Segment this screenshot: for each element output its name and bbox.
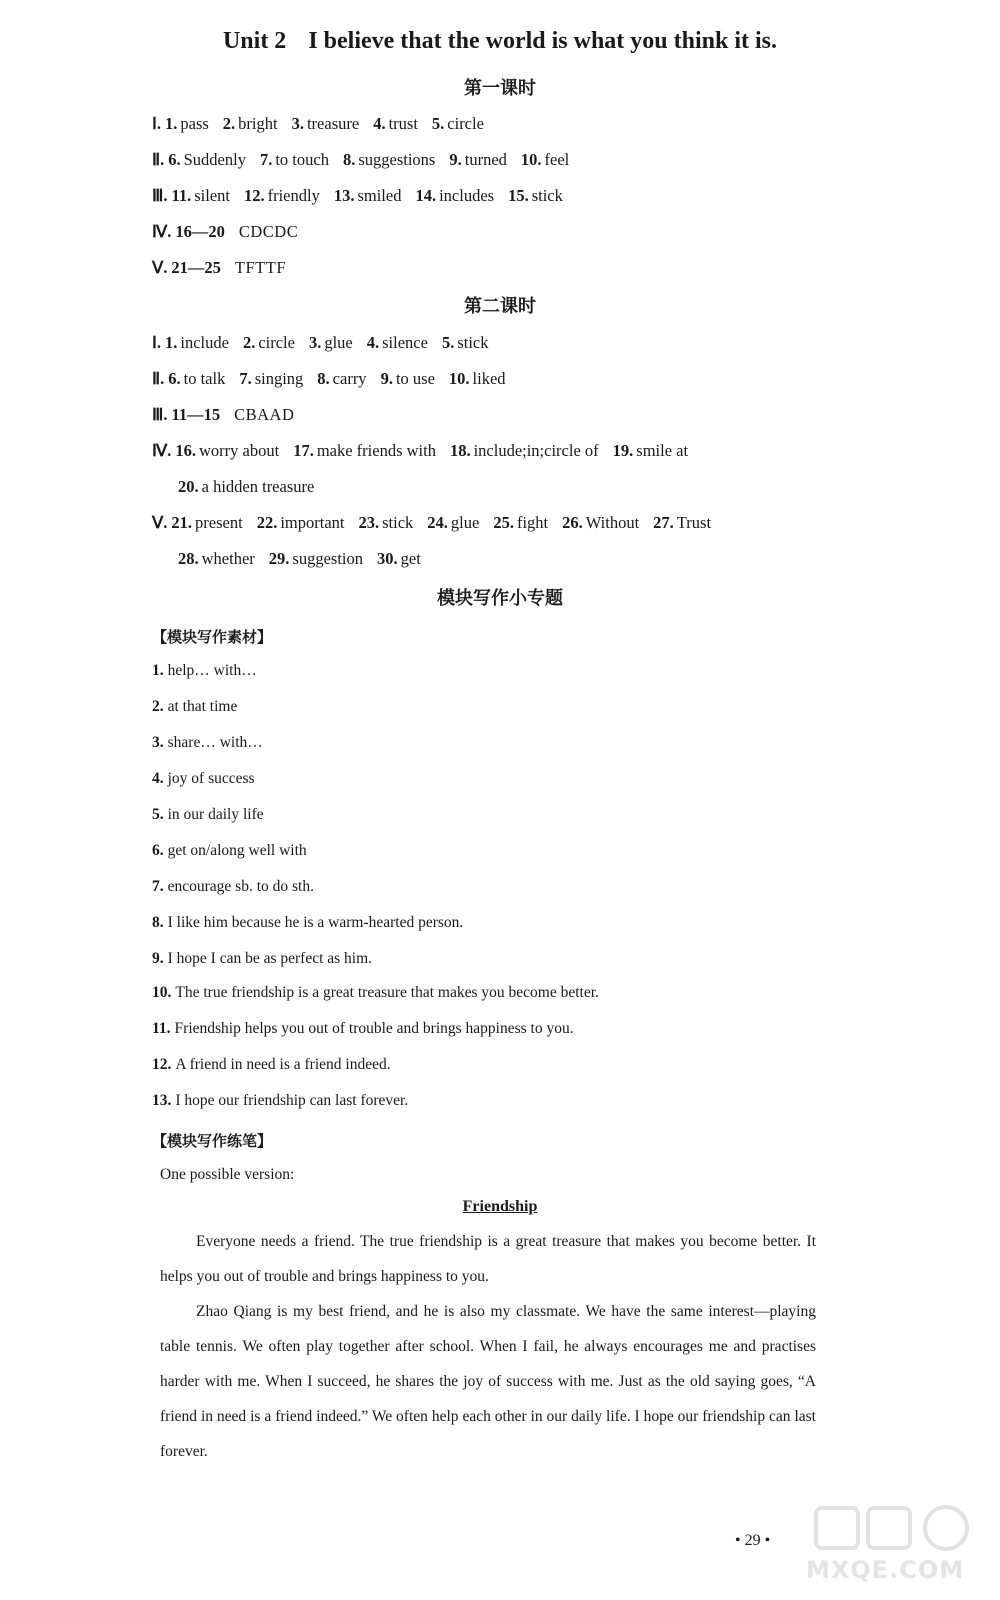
version-label: One possible version:: [160, 1166, 295, 1183]
answer-text: circle: [447, 114, 484, 133]
answer-item: [381, 369, 435, 388]
answer-item: [165, 114, 209, 133]
answer-text: stick: [531, 186, 563, 205]
question-number: 4.: [366, 333, 380, 352]
material-number: 5.: [152, 806, 164, 823]
question-number: 23.: [358, 513, 380, 532]
question-number: 28.: [178, 549, 199, 568]
question-number: 2.: [242, 333, 256, 352]
answer-text: Without: [585, 513, 640, 532]
answer-item: [239, 369, 303, 388]
section-numeral: Ⅳ.: [152, 441, 172, 460]
material-text: at that time: [167, 698, 238, 715]
answer-row: [152, 222, 298, 242]
answer-row: [178, 477, 328, 497]
answer-item: [165, 333, 229, 352]
question-number: 18.: [449, 441, 471, 460]
answer-item: [292, 114, 360, 133]
question-number: 9.: [380, 369, 393, 388]
answer-row: [152, 186, 577, 206]
answer-text: silent: [194, 186, 230, 205]
question-number: 15.: [508, 186, 529, 205]
material-text: I hope our friendship can last forever.: [175, 1092, 409, 1109]
answer-text: circle: [258, 333, 295, 352]
answer-letters: TFTTF: [234, 258, 287, 277]
writing-heading: 模块写作小专题: [437, 588, 563, 609]
material-number: 7.: [152, 878, 164, 895]
material-item: [152, 950, 372, 968]
material-item: [152, 770, 255, 788]
page-number: • 29 •: [735, 1532, 771, 1549]
lesson1-heading: 第一课时: [464, 78, 536, 99]
question-number: 10.: [448, 369, 470, 388]
section-numeral: Ⅴ.: [152, 258, 168, 277]
question-number: 7.: [239, 369, 252, 388]
answer-item: [168, 150, 246, 169]
material-number: 9.: [152, 950, 164, 967]
answer-item: [309, 333, 353, 352]
answer-text: trust: [388, 114, 418, 133]
answer-item: [317, 369, 366, 388]
material-text: in our daily life: [167, 806, 264, 823]
answer-text: pass: [180, 114, 209, 133]
answer-row: [152, 114, 498, 134]
watermark-text: MXQE.COM: [806, 1556, 965, 1584]
essay-paragraph-1: Everyone needs a friend. The true friendship is a great treasure that makes you become better. It helps you out of trouble and brings happiness to you.: [160, 1233, 816, 1285]
material-item: [152, 878, 314, 896]
question-number: 5.: [431, 114, 445, 133]
material-number: 3.: [152, 734, 164, 751]
answer-text: make friends with: [316, 441, 436, 460]
material-number: 2.: [152, 698, 164, 715]
answer-item: [508, 186, 563, 205]
answer-text: Suddenly: [183, 150, 246, 169]
answer-row: [152, 333, 503, 353]
answer-text: to talk: [183, 369, 226, 388]
question-range: 16—20: [175, 222, 225, 241]
unit-heading: I believe that the world is what you think it is.: [308, 28, 778, 54]
material-item: [152, 662, 257, 680]
material-number: 1.: [152, 662, 164, 679]
answer-row: [178, 549, 435, 569]
question-number: 25.: [493, 513, 514, 532]
answer-item: [450, 441, 599, 460]
question-number: 11.: [171, 186, 192, 205]
question-number: 12.: [243, 186, 265, 205]
lesson2-heading: 第二课时: [464, 296, 536, 317]
question-number: 26.: [562, 513, 583, 532]
unit-title: [0, 28, 1000, 55]
answer-item: [175, 441, 279, 460]
question-range: 21—25: [171, 258, 221, 277]
answer-text: treasure: [306, 114, 360, 133]
answer-text: carry: [332, 369, 367, 388]
answer-item: [269, 549, 363, 568]
answer-text: worry about: [198, 441, 280, 460]
section-numeral: Ⅴ.: [152, 513, 168, 532]
answer-item: [521, 150, 569, 169]
question-number: 14.: [415, 186, 437, 205]
question-number: 19.: [612, 441, 634, 460]
answer-text: smiled: [357, 186, 402, 205]
material-number: 11.: [152, 1020, 171, 1037]
answer-item: [613, 441, 688, 460]
material-item: [152, 1092, 408, 1110]
material-text: get on/along well with: [167, 842, 307, 859]
section-numeral: Ⅰ.: [152, 114, 161, 133]
material-text: I like him because he is a warm-hearted person.: [167, 914, 464, 931]
material-item: [152, 1020, 574, 1038]
question-number: 13.: [333, 186, 355, 205]
answer-item: [168, 369, 225, 388]
answer-item: [178, 477, 314, 496]
material-text: encourage sb. to do sth.: [167, 878, 314, 895]
answer-text: singing: [254, 369, 304, 388]
question-number: 8.: [342, 150, 356, 169]
essay-paragraph-2: Zhao Qiang is my best friend, and he is also my classmate. We have the same interest—playing table tennis. We often play together after school. When I fail, he always encourages me and practises harder with me. When I succeed, he shares the joy of success with me. Just as the old saying goes, “A friend in need is a friend indeed.” We often help each other in our daily life. I hope our friendship can last forever.: [160, 1303, 816, 1460]
answer-text: glue: [450, 513, 480, 532]
answer-item: [367, 333, 428, 352]
material-number: 4.: [152, 770, 164, 787]
section-numeral: Ⅲ.: [152, 186, 168, 205]
answer-item: [223, 114, 278, 133]
answer-item: [178, 549, 255, 568]
question-number: 17.: [293, 441, 314, 460]
section-numeral: Ⅲ.: [152, 405, 168, 424]
answer-item: [432, 114, 484, 133]
question-number: 1.: [165, 333, 178, 352]
material-number: 12.: [152, 1056, 172, 1073]
answer-text: to touch: [275, 150, 329, 169]
material-item: [152, 734, 263, 752]
answer-item: [449, 150, 507, 169]
answer-item: [449, 369, 506, 388]
answer-item: [257, 513, 345, 532]
question-number: 7.: [259, 150, 273, 169]
answer-text: get: [400, 549, 421, 568]
section-numeral: Ⅰ.: [152, 333, 161, 352]
answer-text: suggestion: [292, 549, 363, 568]
answer-item: [415, 186, 494, 205]
question-number: 8.: [317, 369, 330, 388]
question-number: 9.: [449, 150, 462, 169]
answer-letters: CDCDC: [238, 222, 299, 241]
answer-item: [293, 441, 436, 460]
question-number: 1.: [165, 114, 178, 133]
question-number: 30.: [377, 549, 398, 568]
answer-text: smile at: [636, 441, 689, 460]
question-number: 2.: [222, 114, 236, 133]
material-item: [152, 1056, 391, 1074]
material-item: [152, 806, 264, 824]
answer-text: bright: [238, 114, 278, 133]
question-number: 4.: [373, 114, 386, 133]
question-number: 3.: [291, 114, 304, 133]
material-number: 10.: [152, 984, 172, 1001]
answer-text: whether: [201, 549, 255, 568]
answer-item: [171, 513, 242, 532]
answer-item: [260, 150, 329, 169]
material-item: [152, 698, 237, 716]
question-range: 11—15: [171, 405, 221, 424]
answer-text: includes: [439, 186, 495, 205]
answer-text: glue: [324, 333, 353, 352]
answer-text: Trust: [676, 513, 712, 532]
answer-text: to use: [395, 369, 435, 388]
section-numeral: Ⅳ.: [152, 222, 172, 241]
section-numeral: Ⅱ.: [152, 150, 165, 169]
question-number: 6.: [168, 369, 181, 388]
answer-item: [442, 333, 489, 352]
answer-item: [343, 150, 435, 169]
question-number: 5.: [441, 333, 455, 352]
material-number: 13.: [152, 1092, 172, 1109]
unit-number: Unit 2: [222, 28, 287, 54]
material-text: share… with…: [167, 734, 263, 751]
answer-row: [152, 405, 294, 425]
question-number: 6.: [168, 150, 181, 169]
answer-item: [172, 186, 230, 205]
answer-text: include;in;circle of: [473, 441, 599, 460]
answer-item: [653, 513, 711, 532]
answer-item: [243, 333, 295, 352]
answer-row: [152, 258, 286, 278]
practice-label: 【模块写作练笔】: [152, 1132, 273, 1150]
answer-text: present: [195, 513, 243, 532]
question-number: 16.: [175, 441, 196, 460]
answer-item: [377, 549, 421, 568]
material-text: joy of success: [167, 770, 255, 787]
essay-title: Friendship: [462, 1198, 538, 1215]
question-number: 22.: [256, 513, 278, 532]
material-text: Friendship helps you out of trouble and brings happiness to you.: [174, 1020, 574, 1037]
material-item: [152, 842, 307, 860]
material-text: I hope I can be as perfect as him.: [167, 950, 373, 967]
answer-item: [334, 186, 402, 205]
answer-row: [152, 150, 583, 170]
answer-item: [244, 186, 320, 205]
material-number: 8.: [152, 914, 164, 931]
material-text: The true friendship is a great treasure that makes you become better.: [175, 984, 599, 1001]
answer-text: friendly: [267, 186, 320, 205]
answer-item: [562, 513, 639, 532]
material-text: help… with…: [167, 662, 257, 679]
answer-text: include: [180, 333, 229, 352]
answer-row: [152, 513, 725, 533]
answer-text: silence: [382, 333, 428, 352]
question-number: 3.: [308, 333, 322, 352]
answer-item: [373, 114, 418, 133]
answer-text: feel: [544, 150, 570, 169]
question-number: 21.: [171, 513, 193, 532]
question-number: 29.: [268, 549, 290, 568]
answer-text: stick: [382, 513, 414, 532]
material-text: A friend in need is a friend indeed.: [175, 1056, 391, 1073]
answer-row: [152, 369, 520, 389]
answer-text: suggestions: [358, 150, 436, 169]
answer-text: a hidden treasure: [201, 477, 315, 496]
answer-text: turned: [464, 150, 507, 169]
answer-item: [493, 513, 548, 532]
question-number: 20.: [178, 477, 199, 496]
question-number: 27.: [653, 513, 674, 532]
materials-label: 【模块写作素材】: [152, 628, 273, 646]
answer-item: [427, 513, 479, 532]
answer-text: liked: [472, 369, 506, 388]
answer-letters: CBAAD: [234, 405, 295, 424]
answer-text: important: [280, 513, 345, 532]
answer-text: fight: [516, 513, 549, 532]
answer-row: [152, 441, 702, 461]
material-item: [152, 984, 599, 1002]
question-number: 24.: [427, 513, 448, 532]
section-numeral: Ⅱ.: [152, 369, 165, 388]
answer-item: [358, 513, 413, 532]
answer-text: stick: [457, 333, 489, 352]
material-number: 6.: [152, 842, 164, 859]
material-item: [152, 914, 463, 932]
question-number: 10.: [520, 150, 542, 169]
